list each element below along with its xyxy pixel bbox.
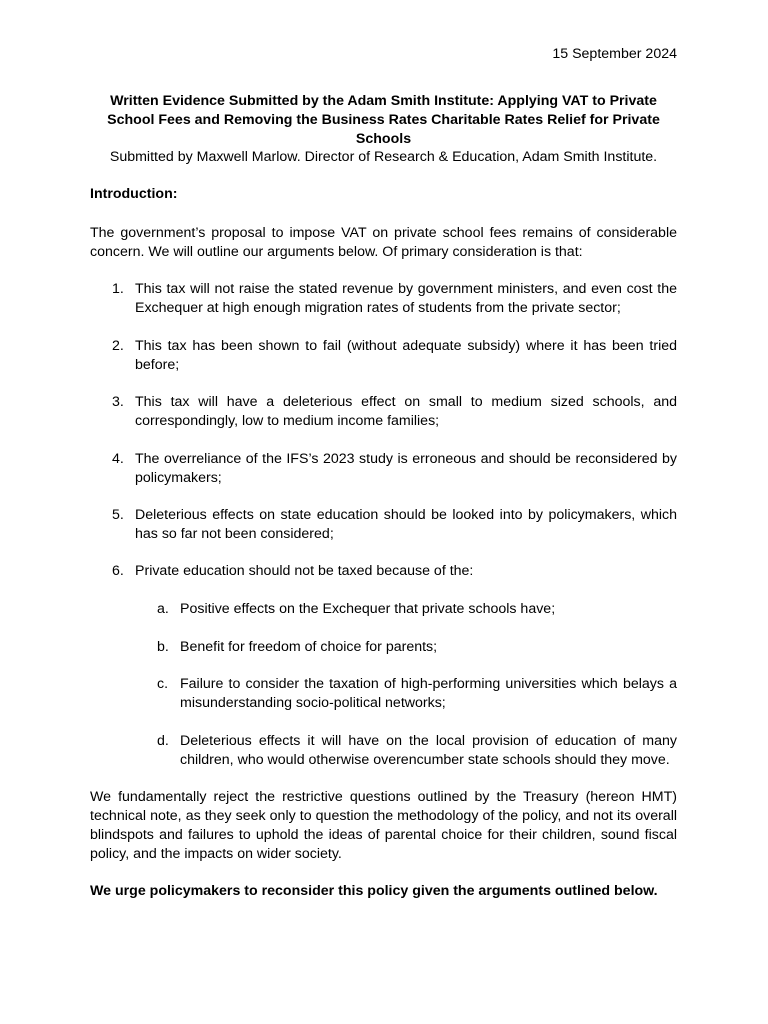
- list-item-text: This tax will have a deleterious effect on small to medium sized schools, and correspondingly, low to medium income families;: [135, 394, 677, 429]
- urge-statement: We urge policymakers to reconsider this policy given the arguments outlined below.: [90, 883, 658, 899]
- list-marker: 4.: [112, 451, 124, 467]
- list-item-text: Failure to consider the taxation of high-performing universities which belays a misunderstanding socio-political networks;: [180, 676, 677, 711]
- numbered-list-item: [112, 393, 677, 431]
- list-marker: 6.: [112, 563, 124, 579]
- list-item-text: Positive effects on the Exchequer that private schools have;: [180, 601, 556, 617]
- list-marker: b.: [157, 639, 169, 655]
- numbered-list-item: [112, 280, 677, 318]
- list-marker: 5.: [112, 507, 124, 523]
- list-marker: c.: [157, 676, 169, 692]
- list-item-text: This tax will not raise the stated revenue by government ministers, and even cost the Exchequer at high enough migration rates of students from the private sector;: [135, 281, 677, 316]
- list-item-text: Deleterious effects it will have on the local provision of education of many children, who would otherwise overencumber state schools should they move.: [180, 733, 677, 768]
- lettered-list-item: [157, 675, 677, 713]
- introduction-heading: Introduction:: [90, 186, 178, 202]
- list-item-text: This tax has been shown to fail (without adequate subsidy) where it has been tried before;: [135, 338, 677, 373]
- list-marker: 2.: [112, 338, 124, 354]
- list-marker: 3.: [112, 394, 124, 410]
- document-date: 15 September 2024: [552, 46, 677, 62]
- lettered-list-item: [157, 732, 677, 770]
- closing-paragraph: We fundamentally reject the restrictive questions outlined by the Treasury (hereon HMT) technical note, as they seek only to question the methodology of the policy, and not its overall blindspots and failures to uphold the ideas of parental choice for their children, sound fiscal policy, and the impacts on wider society.: [90, 789, 677, 862]
- lettered-list-item: [157, 600, 677, 619]
- document-page: [90, 0, 677, 1024]
- numbered-list-item: [112, 562, 677, 581]
- list-item-text: Private education should not be taxed because of the:: [135, 563, 474, 579]
- list-marker: d.: [157, 733, 169, 749]
- numbered-list-item: [112, 450, 677, 488]
- list-marker: a.: [157, 601, 169, 617]
- document-title: Written Evidence Submitted by the Adam Smith Institute: Applying VAT to Private School Fees and Removing the Business Rates Charitable Rates Relief for Private Schools: [107, 93, 660, 147]
- list-item-text: Deleterious effects on state education should be looked into by policymakers, which has so far not been considered;: [135, 507, 677, 542]
- list-item-text: Benefit for freedom of choice for parents;: [180, 639, 438, 655]
- lettered-list-item: [157, 638, 677, 657]
- numbered-list-item: [112, 337, 677, 375]
- numbered-list-item: [112, 506, 677, 544]
- list-marker: 1.: [112, 281, 124, 297]
- submitted-by-line: Submitted by Maxwell Marlow. Director of Research & Education, Adam Smith Institute.: [109, 149, 658, 165]
- list-item-text: The overreliance of the IFS’s 2023 study is erroneous and should be reconsidered by policymakers;: [135, 451, 677, 486]
- intro-paragraph: The government’s proposal to impose VAT on private school fees remains of considerable concern. We will outline our arguments below. Of primary consideration is that:: [90, 225, 677, 260]
